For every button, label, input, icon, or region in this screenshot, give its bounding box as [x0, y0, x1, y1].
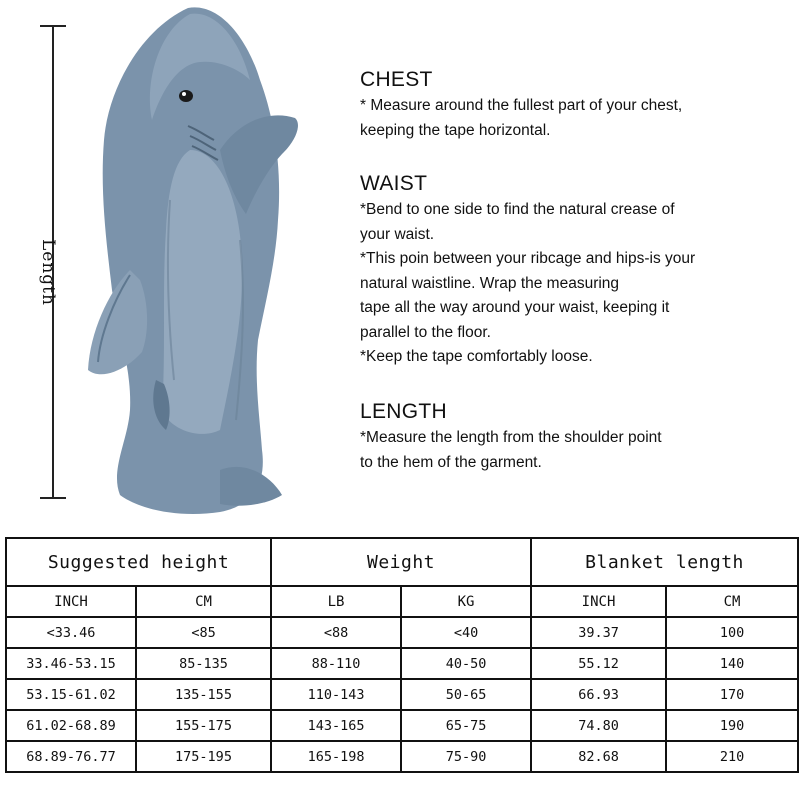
waist-line: *Bend to one side to find the natural crease of: [360, 201, 675, 218]
unit-header: CM: [136, 586, 271, 617]
table-cell: 110-143: [271, 679, 401, 710]
unit-header: INCH: [531, 586, 666, 617]
table-cell: 155-175: [136, 710, 271, 741]
unit-header-row: [6, 586, 798, 617]
chest-line: keeping the tape horizontal.: [360, 121, 551, 139]
length-label: Length: [38, 238, 58, 306]
table-row: [6, 648, 798, 679]
waist-section: [360, 170, 695, 370]
table-cell: 175-195: [136, 741, 271, 772]
length-line: *Measure the length from the shoulder point: [360, 429, 662, 446]
group-header-height: Suggested height: [6, 538, 271, 586]
table-cell: <85: [136, 617, 271, 648]
chest-section: [360, 66, 682, 143]
table-cell: 100: [666, 617, 798, 648]
shark-eye: [179, 90, 193, 102]
table-cell: 74.80: [531, 710, 666, 741]
table-cell: 75-90: [401, 741, 531, 772]
group-header-row: [6, 538, 798, 586]
length-section: [360, 398, 662, 475]
table-cell: 61.02-68.89: [6, 710, 136, 741]
table-cell: 50-65: [401, 679, 531, 710]
table-cell: 140: [666, 648, 798, 679]
length-line: to the hem of the garment.: [360, 453, 542, 471]
unit-header: LB: [271, 586, 401, 617]
table-cell: 53.15-61.02: [6, 679, 136, 710]
shark-tail: [220, 467, 282, 506]
table-cell: 82.68: [531, 741, 666, 772]
group-header-blanket-length: Blanket length: [531, 538, 798, 586]
measure-line-bottom-cap: [40, 497, 66, 499]
chest-line: * Measure around the fullest part of your chest,: [360, 97, 683, 114]
table-cell: 33.46-53.15: [6, 648, 136, 679]
unit-header: KG: [401, 586, 531, 617]
product-figure: [0, 0, 330, 520]
table-cell: 143-165: [271, 710, 401, 741]
waist-line: *Keep the tape comfortably loose.: [360, 348, 593, 365]
table-cell: 88-110: [271, 648, 401, 679]
length-title: LENGTH: [360, 400, 447, 423]
table-cell: <33.46: [6, 617, 136, 648]
table-row: [6, 679, 798, 710]
waist-line: tape all the way around your waist, keeping it: [360, 299, 670, 316]
table-cell: 165-198: [271, 741, 401, 772]
table-cell: 40-50: [401, 648, 531, 679]
table-cell: 55.12: [531, 648, 666, 679]
unit-header: CM: [666, 586, 798, 617]
size-chart-table: [5, 537, 799, 773]
table-cell: <88: [271, 617, 401, 648]
table-cell: 65-75: [401, 710, 531, 741]
unit-header: INCH: [6, 586, 136, 617]
table-cell: 39.37: [531, 617, 666, 648]
table-cell: 66.93: [531, 679, 666, 710]
table-row: [6, 617, 798, 648]
waist-line: *This poin between your ribcage and hips-is your: [360, 250, 696, 267]
waist-title: WAIST: [360, 172, 428, 195]
waist-line: parallel to the floor.: [360, 323, 491, 341]
group-header-weight: Weight: [271, 538, 531, 586]
table-cell: <40: [401, 617, 531, 648]
table-cell: 68.89-76.77: [6, 741, 136, 772]
table-cell: 190: [666, 710, 798, 741]
table-row: [6, 710, 798, 741]
table-cell: 170: [666, 679, 798, 710]
table-row: [6, 741, 798, 772]
table-cell: 85-135: [136, 648, 271, 679]
waist-line: natural waistline. Wrap the measuring: [360, 274, 620, 292]
waist-line: your waist.: [360, 225, 435, 243]
table-cell: 210: [666, 741, 798, 772]
table-cell: 135-155: [136, 679, 271, 710]
shark-blanket-image: [70, 0, 330, 520]
chest-title: CHEST: [360, 68, 433, 91]
